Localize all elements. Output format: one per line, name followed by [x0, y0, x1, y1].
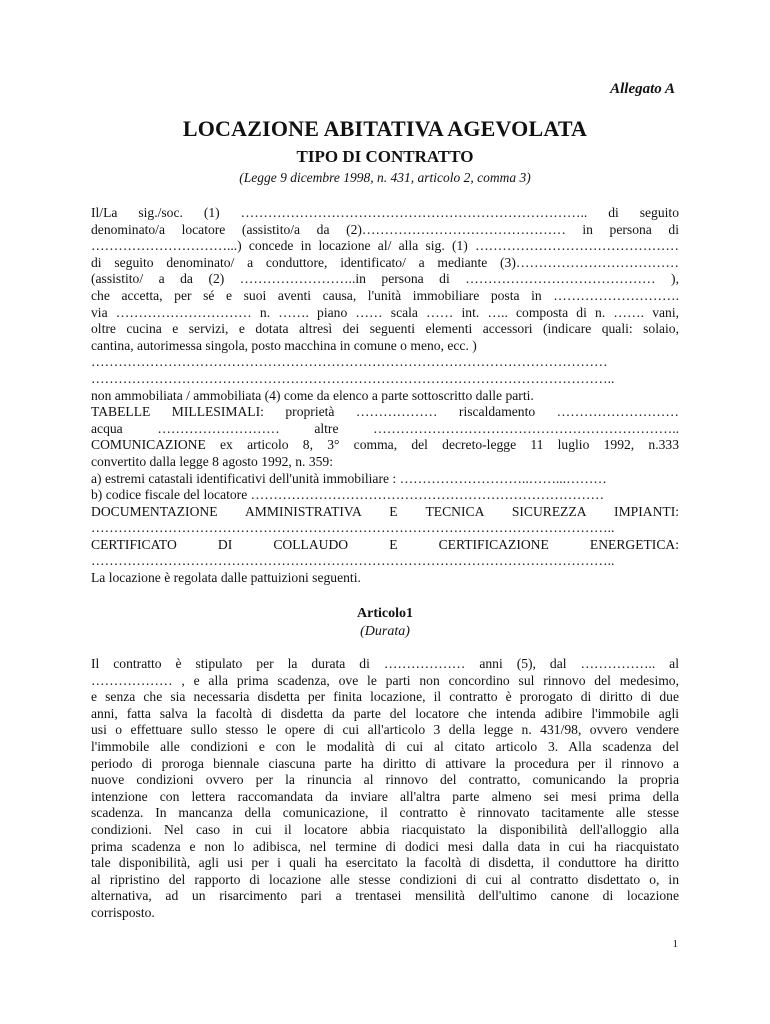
preamble-line: ……………………………………………………………………………………………………..: [91, 520, 615, 536]
preamble-line: non ammobiliata / ammobiliata (4) come da elenco a parte sottoscritto dalle parti.: [91, 387, 534, 403]
article1-line: l'immobile alle condizioni e con le modalità di cui al citato articolo 3. Alla scadenza del: [91, 738, 679, 754]
preamble-line: ……………………………………………………………………………………………………..: [91, 553, 615, 569]
document-subtitle: TIPO DI CONTRATTO: [296, 147, 474, 166]
preamble-line: …………………………...) concede in locazione al/ alla sig. (1) ………………………………………: [91, 238, 679, 254]
article1-line: scadenza. In mancanza della comunicazione, il contratto è rinnovato tacitamente alle stesse: [91, 805, 679, 821]
article1-line: alternativa, ad un risarcimento pari a trentasei mensilità dell'ultimo canone di locazione: [91, 888, 679, 904]
preamble-line: (assistito/ a da (2) ……………………..in persona di …………………………………… ),: [91, 271, 679, 287]
article1-line: prima scadenza e non lo adibisca, nel termine di dodici mesi dalla data in cui ha riacquistato: [91, 838, 679, 854]
article-heading: Articolo1: [357, 606, 413, 621]
preamble-line: ……………………………………………………………………………………………………: [91, 354, 608, 370]
preamble-line: acqua ……………………… altre …………………………………………………………..: [91, 420, 679, 436]
preamble-line: La locazione è regolata dalle pattuizioni seguenti.: [91, 570, 361, 586]
article1-line: condizioni. Nel caso in cui il locatore abbia riacquistato la disponibilità dell'alloggio alla: [91, 821, 679, 837]
preamble-line: oltre cucina e servizi, e dotata altresì dei seguenti elementi accessori (indicare quali: solaio,: [91, 321, 679, 337]
preamble-line: denominato/a locatore (assistito/a da (2)……………………………………… in persona di: [91, 221, 679, 237]
preamble-line: COMUNICAZIONE ex articolo 8, 3° comma, del decreto-legge 11 luglio 1992, n.333: [91, 437, 679, 453]
preamble-line: via ………………………… n. ……. piano …… scala …… int. ….. composta di n. ……. vani,: [91, 304, 679, 320]
preamble-line: cantina, autorimessa singola, posto macchina in comune o meno, ecc. ): [91, 337, 477, 353]
article1-line: anni, fatta salva la facoltà di disdetta da parte del locatore che intenda adibire l'immobile agli: [91, 705, 679, 721]
article1-line: periodo di proroga biennale ciascuna parte ha diritto di attivare la procedura per il rinnovo a: [91, 755, 679, 771]
preamble-line: a) estremi catastali identificativi dell'unità immobiliare : ………………………..……...………: [91, 470, 607, 486]
article1-line: e senza che sia necessaria disdetta per finita locazione, il contratto è prorogato di diritto di due: [91, 689, 679, 705]
article1-line: ……………… , e alla prima scadenza, ove le parti non concordino sul rinnovo del medesimo,: [91, 672, 679, 688]
article1-line: al ripristino del rapporto di locazione alle stesse condizioni di cui al contratto disdettato o, in: [91, 871, 679, 887]
annex-label: Allegato A: [610, 81, 675, 97]
preamble-line: CERTIFICATO DI COLLAUDO E CERTIFICAZIONE ENERGETICA:: [91, 536, 679, 552]
preamble-line: TABELLE MILLESIMALI: proprietà ……………… riscaldamento ………………………: [91, 404, 679, 420]
preamble-line: che accetta, per sé e suoi aventi causa, l'unità immobiliare posta in ……………………….: [91, 287, 679, 303]
preamble-line: di seguito denominato/ a conduttore, identificato/ a mediante (3)………………………………: [91, 254, 679, 270]
article-subheading: (Durata): [360, 624, 410, 639]
preamble-line: Il/La sig./soc. (1) ………………………………………………………………….. di seguito: [91, 205, 679, 220]
article-1-body: [91, 656, 679, 922]
article1-line: nuove condizioni ovvero per la rinuncia al rinnovo del contratto, comunicando la propria: [91, 772, 679, 788]
law-reference: (Legge 9 dicembre 1998, n. 431, articolo 2, comma 3): [239, 170, 531, 185]
preamble-section: [91, 205, 679, 587]
preamble-line: ……………………………………………………………………………………………………..: [91, 370, 615, 386]
document-title: LOCAZIONE ABITATIVA AGEVOLATA: [182, 116, 588, 141]
preamble-line: b) codice fiscale del locatore ……………………………………………………………………: [91, 487, 605, 503]
preamble-line: DOCUMENTAZIONE AMMINISTRATIVA E TECNICA SICUREZZA IMPIANTI:: [91, 503, 679, 519]
page-number: 1: [672, 938, 678, 950]
article1-line: intenzione con lettera raccomandata da inviare all'altra parte almeno sei mesi prima della: [91, 788, 679, 804]
article1-line: corrisposto.: [91, 904, 155, 920]
article1-line: tale disponibilità, agli usi per i quali ha esercitato la facoltà di disdetta, il conduttore ha diritto: [91, 855, 679, 871]
article1-line: usi o effettuare sullo stesso le opere di cui all'articolo 3 della legge n. 431/98, ovvero vendere: [91, 722, 679, 738]
preamble-line: convertito dalla legge 8 agosto 1992, n. 359:: [91, 453, 333, 469]
article1-line: Il contratto è stipulato per la durata di ……………… anni (5), dal …………….. al: [91, 656, 679, 671]
